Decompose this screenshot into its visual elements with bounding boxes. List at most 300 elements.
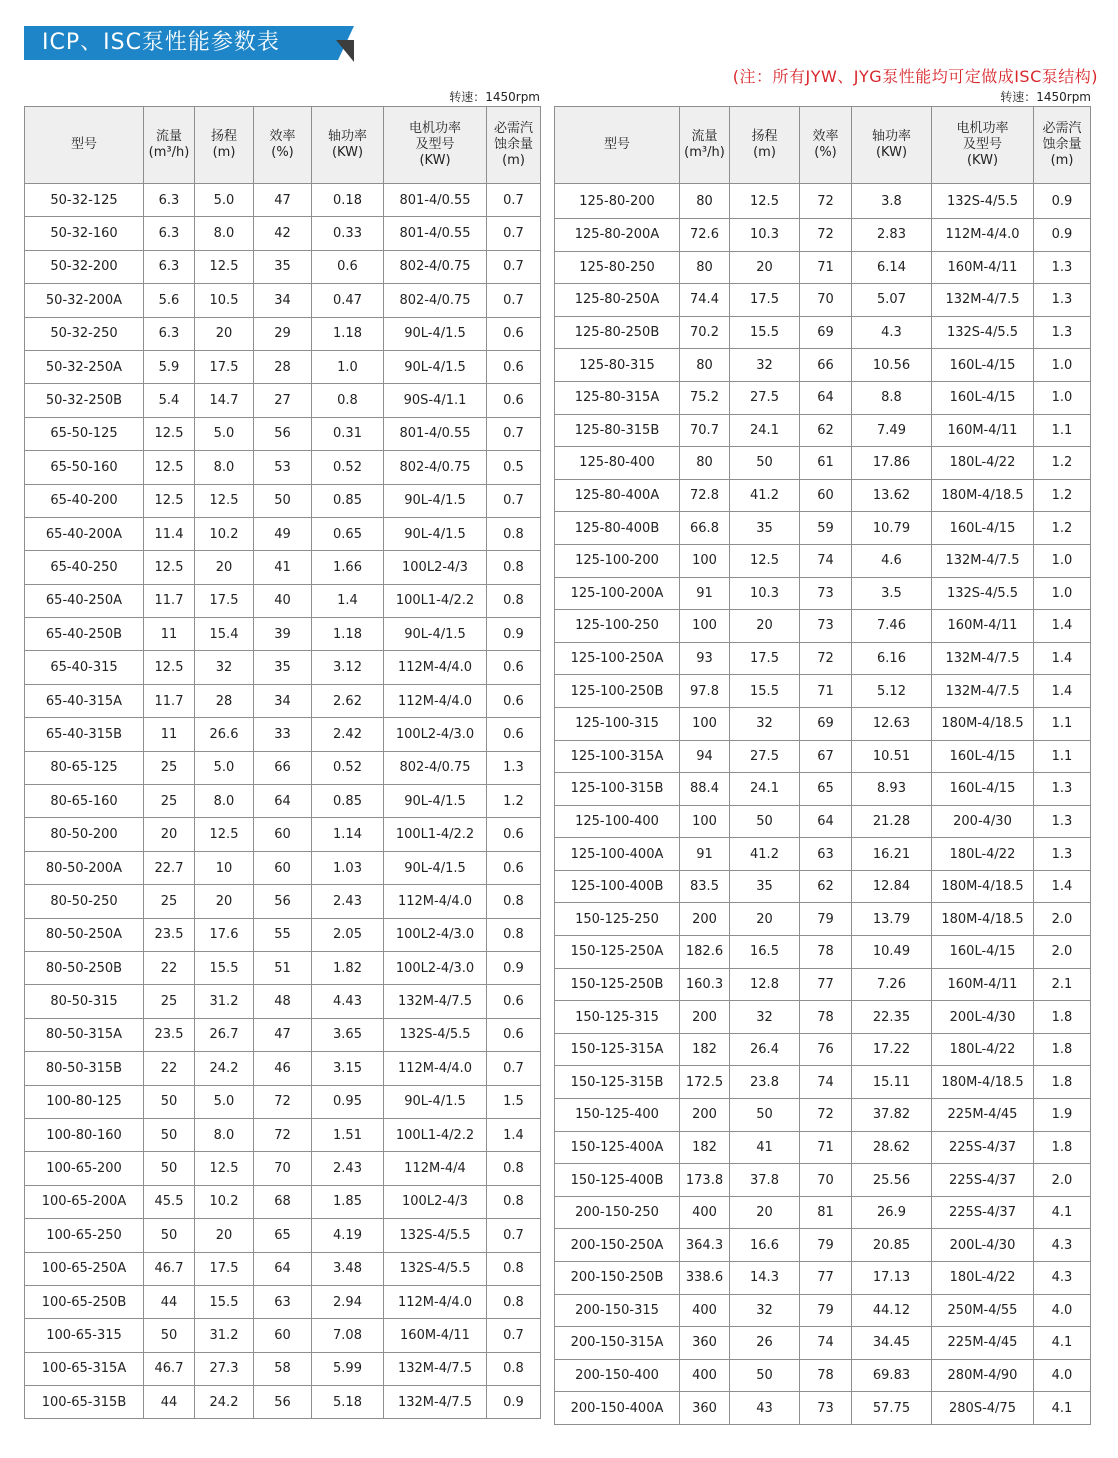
- cell-model: 100-65-200A: [25, 1185, 144, 1218]
- cell-motor: 100L1-4/2.2: [384, 818, 487, 851]
- cell-shaft-power: 57.75: [852, 1392, 932, 1425]
- col-efficiency: 效率 (%): [254, 107, 312, 184]
- cell-shaft-power: 13.62: [852, 479, 932, 512]
- cell-motor: 132M-4/7.5: [932, 675, 1034, 708]
- cell-motor: 90L-4/1.5: [384, 517, 487, 550]
- cell-motor: 160M-4/11: [384, 1319, 487, 1352]
- cell-flow: 160.3: [680, 968, 730, 1001]
- cell-npsh: 0.8: [487, 551, 541, 584]
- cell-motor: 801-4/0.55: [384, 217, 487, 250]
- cell-shaft-power: 69.83: [852, 1359, 932, 1392]
- col-model: 型号: [25, 107, 144, 184]
- cell-efficiency: 34: [254, 684, 312, 717]
- table-row: [25, 1018, 541, 1051]
- cell-efficiency: 56: [254, 885, 312, 918]
- cell-model: 125-80-250: [555, 251, 680, 284]
- cell-npsh: 4.0: [1034, 1359, 1091, 1392]
- table-row: [25, 851, 541, 884]
- cell-head: 5.0: [195, 1085, 254, 1118]
- page-title: ICP、ISC泵性能参数表: [42, 30, 280, 55]
- cell-flow: 12.5: [144, 417, 195, 450]
- cell-efficiency: 63: [254, 1285, 312, 1318]
- cell-efficiency: 72: [254, 1118, 312, 1151]
- cell-shaft-power: 0.31: [312, 417, 384, 450]
- table-row: [25, 651, 541, 684]
- table-row: [555, 903, 1091, 936]
- cell-flow: 93: [680, 642, 730, 675]
- cell-model: 125-80-250B: [555, 316, 680, 349]
- cell-shaft-power: 5.99: [312, 1352, 384, 1385]
- cell-npsh: 0.7: [487, 184, 541, 217]
- cell-motor: 90S-4/1.1: [384, 384, 487, 417]
- cell-shaft-power: 3.48: [312, 1252, 384, 1285]
- cell-shaft-power: 1.4: [312, 584, 384, 617]
- cell-efficiency: 63: [800, 838, 852, 871]
- cell-head: 10.3: [730, 219, 800, 252]
- cell-efficiency: 78: [800, 1001, 852, 1034]
- cell-head: 16.6: [730, 1229, 800, 1262]
- cell-head: 5.0: [195, 184, 254, 217]
- cell-shaft-power: 4.3: [852, 316, 932, 349]
- cell-flow: 44: [144, 1285, 195, 1318]
- cell-efficiency: 58: [254, 1352, 312, 1385]
- cell-motor: 225S-4/37: [932, 1131, 1034, 1164]
- cell-npsh: 0.8: [487, 885, 541, 918]
- cell-flow: 173.8: [680, 1164, 730, 1197]
- cell-flow: 364.3: [680, 1229, 730, 1262]
- cell-efficiency: 59: [800, 512, 852, 545]
- cell-npsh: 1.3: [1034, 805, 1091, 838]
- cell-npsh: 1.3: [487, 751, 541, 784]
- table-row: [555, 610, 1091, 643]
- cell-flow: 46.7: [144, 1252, 195, 1285]
- cell-shaft-power: 2.83: [852, 219, 932, 252]
- cell-shaft-power: 0.85: [312, 484, 384, 517]
- cell-motor: 160L-4/15: [932, 936, 1034, 969]
- cell-motor: 180M-4/18.5: [932, 479, 1034, 512]
- cell-motor: 112M-4/4.0: [384, 684, 487, 717]
- cell-npsh: 0.6: [487, 851, 541, 884]
- cell-efficiency: 71: [800, 675, 852, 708]
- cell-motor: 132S-4/5.5: [932, 577, 1034, 610]
- cell-efficiency: 40: [254, 584, 312, 617]
- table-row: [25, 618, 541, 651]
- cell-model: 125-100-400A: [555, 838, 680, 871]
- col-npsh: 必需汽 蚀余量 (m): [487, 107, 541, 184]
- cell-efficiency: 47: [254, 1018, 312, 1051]
- cell-head: 32: [730, 1294, 800, 1327]
- cell-efficiency: 49: [254, 517, 312, 550]
- cell-npsh: 0.7: [487, 484, 541, 517]
- cell-flow: 100: [680, 610, 730, 643]
- cell-head: 15.4: [195, 618, 254, 651]
- cell-npsh: 1.4: [1034, 642, 1091, 675]
- cell-efficiency: 77: [800, 1262, 852, 1295]
- table-row: [555, 381, 1091, 414]
- table-row: [25, 484, 541, 517]
- cell-model: 100-65-315B: [25, 1386, 144, 1419]
- cell-npsh: 2.0: [1034, 936, 1091, 969]
- cell-head: 12.5: [195, 818, 254, 851]
- cell-model: 125-100-250A: [555, 642, 680, 675]
- cell-head: 12.5: [195, 1152, 254, 1185]
- cell-flow: 11.4: [144, 517, 195, 550]
- cell-flow: 22: [144, 951, 195, 984]
- cell-motor: 90L-4/1.5: [384, 785, 487, 818]
- cell-npsh: 0.8: [487, 1185, 541, 1218]
- cell-model: 50-32-200A: [25, 284, 144, 317]
- cell-efficiency: 56: [254, 1386, 312, 1419]
- cell-shaft-power: 1.82: [312, 951, 384, 984]
- cell-flow: 200: [680, 903, 730, 936]
- cell-npsh: 0.6: [487, 1018, 541, 1051]
- cell-flow: 172.5: [680, 1066, 730, 1099]
- cell-efficiency: 61: [800, 447, 852, 480]
- cell-head: 24.1: [730, 773, 800, 806]
- cell-efficiency: 62: [800, 870, 852, 903]
- table-row: [25, 517, 541, 550]
- cell-shaft-power: 34.45: [852, 1327, 932, 1360]
- cell-model: 80-50-250: [25, 885, 144, 918]
- table-row: [555, 1033, 1091, 1066]
- cell-motor: 132S-4/5.5: [384, 1252, 487, 1285]
- table-row: [555, 479, 1091, 512]
- cell-shaft-power: 6.16: [852, 642, 932, 675]
- cell-flow: 97.8: [680, 675, 730, 708]
- table-row: [555, 1001, 1091, 1034]
- cell-head: 31.2: [195, 985, 254, 1018]
- table-row: [555, 838, 1091, 871]
- table-row: [555, 642, 1091, 675]
- cell-flow: 45.5: [144, 1185, 195, 1218]
- cell-model: 80-50-250A: [25, 918, 144, 951]
- cell-model: 125-100-400: [555, 805, 680, 838]
- cell-head: 20: [730, 251, 800, 284]
- cell-shaft-power: 4.43: [312, 985, 384, 1018]
- table-row: [25, 217, 541, 250]
- cell-npsh: 0.6: [487, 985, 541, 1018]
- cell-motor: 250M-4/55: [932, 1294, 1034, 1327]
- cell-shaft-power: 44.12: [852, 1294, 932, 1327]
- cell-motor: 180L-4/22: [932, 447, 1034, 480]
- cell-npsh: 1.0: [1034, 349, 1091, 382]
- cell-head: 17.5: [195, 584, 254, 617]
- cell-shaft-power: 1.0: [312, 350, 384, 383]
- cell-flow: 360: [680, 1327, 730, 1360]
- cell-head: 17.5: [730, 284, 800, 317]
- cell-model: 125-100-315: [555, 707, 680, 740]
- cell-motor: 112M-4/4.0: [384, 651, 487, 684]
- cell-motor: 132S-4/5.5: [932, 184, 1034, 219]
- table-row: [555, 544, 1091, 577]
- cell-head: 10: [195, 851, 254, 884]
- cell-npsh: 0.7: [487, 1319, 541, 1352]
- table-row: [555, 1262, 1091, 1295]
- cell-head: 16.5: [730, 936, 800, 969]
- cell-efficiency: 64: [254, 785, 312, 818]
- cell-npsh: 1.8: [1034, 1033, 1091, 1066]
- cell-efficiency: 74: [800, 544, 852, 577]
- cell-head: 41: [730, 1131, 800, 1164]
- col-model: 型号: [555, 107, 680, 184]
- cell-shaft-power: 2.05: [312, 918, 384, 951]
- cell-motor: 180L-4/22: [932, 1033, 1034, 1066]
- cell-npsh: 1.8: [1034, 1066, 1091, 1099]
- cell-shaft-power: 7.08: [312, 1319, 384, 1352]
- cell-efficiency: 72: [254, 1085, 312, 1118]
- cell-motor: 90L-4/1.5: [384, 350, 487, 383]
- cell-head: 27.5: [730, 381, 800, 414]
- cell-head: 24.1: [730, 414, 800, 447]
- cell-model: 125-100-315A: [555, 740, 680, 773]
- cell-efficiency: 55: [254, 918, 312, 951]
- table-row: [25, 718, 541, 751]
- table-row: [555, 1294, 1091, 1327]
- cell-head: 20: [195, 1219, 254, 1252]
- cell-npsh: 4.3: [1034, 1229, 1091, 1262]
- cell-head: 14.3: [730, 1262, 800, 1295]
- cell-flow: 83.5: [680, 870, 730, 903]
- cell-motor: 200L-4/30: [932, 1229, 1034, 1262]
- cell-motor: 100L2-4/3.0: [384, 918, 487, 951]
- cell-efficiency: 60: [254, 851, 312, 884]
- cell-shaft-power: 12.84: [852, 870, 932, 903]
- table-row: [555, 675, 1091, 708]
- cell-model: 125-80-200A: [555, 219, 680, 252]
- cell-flow: 5.4: [144, 384, 195, 417]
- cell-flow: 72.8: [680, 479, 730, 512]
- cell-head: 12.8: [730, 968, 800, 1001]
- table-row: [25, 684, 541, 717]
- cell-shaft-power: 1.18: [312, 618, 384, 651]
- table-row: [555, 219, 1091, 252]
- cell-motor: 100L2-4/3: [384, 551, 487, 584]
- cell-motor: 280M-4/90: [932, 1359, 1034, 1392]
- cell-npsh: 1.1: [1034, 414, 1091, 447]
- cell-efficiency: 70: [254, 1152, 312, 1185]
- cell-shaft-power: 4.6: [852, 544, 932, 577]
- cell-motor: 90L-4/1.5: [384, 851, 487, 884]
- cell-efficiency: 28: [254, 350, 312, 383]
- cell-shaft-power: 1.14: [312, 818, 384, 851]
- cell-motor: 90L-4/1.5: [384, 484, 487, 517]
- cell-motor: 112M-4/4: [384, 1152, 487, 1185]
- cell-model: 125-100-250B: [555, 675, 680, 708]
- cell-motor: 160L-4/15: [932, 381, 1034, 414]
- table-row: [25, 951, 541, 984]
- cell-head: 41.2: [730, 479, 800, 512]
- cell-npsh: 0.7: [487, 284, 541, 317]
- cell-shaft-power: 16.21: [852, 838, 932, 871]
- cell-model: 125-80-200: [555, 184, 680, 219]
- cell-model: 65-40-315A: [25, 684, 144, 717]
- performance-table-left: [24, 106, 541, 1419]
- table-row: [555, 251, 1091, 284]
- table-row: [25, 751, 541, 784]
- cell-flow: 94: [680, 740, 730, 773]
- table-row: [555, 577, 1091, 610]
- cell-model: 100-80-125: [25, 1085, 144, 1118]
- table-header-row: [25, 107, 541, 184]
- table-row: [25, 1285, 541, 1318]
- cell-model: 125-80-400A: [555, 479, 680, 512]
- cell-model: 125-80-315B: [555, 414, 680, 447]
- cell-npsh: 1.3: [1034, 251, 1091, 284]
- table-row: [25, 1085, 541, 1118]
- table-body-right: [555, 184, 1091, 1425]
- cell-flow: 182.6: [680, 936, 730, 969]
- cell-model: 50-32-250B: [25, 384, 144, 417]
- speed-label-left: 转速：1450rpm: [449, 90, 540, 104]
- cell-model: 80-50-315A: [25, 1018, 144, 1051]
- cell-model: 100-65-200: [25, 1152, 144, 1185]
- table-row: [25, 417, 541, 450]
- cell-npsh: 0.6: [487, 350, 541, 383]
- table-row: [555, 968, 1091, 1001]
- table-row: [25, 284, 541, 317]
- cell-model: 100-65-315: [25, 1319, 144, 1352]
- table-row: [555, 1359, 1091, 1392]
- cell-npsh: 0.7: [487, 417, 541, 450]
- cell-model: 125-100-250: [555, 610, 680, 643]
- cell-model: 100-65-250: [25, 1219, 144, 1252]
- col-shaft-power: 轴功率 (KW): [852, 107, 932, 184]
- cell-motor: 801-4/0.55: [384, 184, 487, 217]
- cell-npsh: 1.0: [1034, 381, 1091, 414]
- cell-npsh: 4.1: [1034, 1327, 1091, 1360]
- cell-head: 26.6: [195, 718, 254, 751]
- cell-npsh: 0.8: [487, 1252, 541, 1285]
- cell-npsh: 0.8: [487, 584, 541, 617]
- cell-npsh: 1.1: [1034, 707, 1091, 740]
- cell-model: 200-150-250: [555, 1196, 680, 1229]
- cell-motor: 160M-4/11: [932, 414, 1034, 447]
- cell-flow: 100: [680, 707, 730, 740]
- cell-head: 28: [195, 684, 254, 717]
- cell-flow: 70.7: [680, 414, 730, 447]
- table-row: [555, 512, 1091, 545]
- cell-head: 26.4: [730, 1033, 800, 1066]
- table-row: [25, 785, 541, 818]
- cell-shaft-power: 26.9: [852, 1196, 932, 1229]
- cell-npsh: 1.2: [1034, 447, 1091, 480]
- cell-efficiency: 60: [800, 479, 852, 512]
- cell-model: 100-80-160: [25, 1118, 144, 1151]
- cell-flow: 5.9: [144, 350, 195, 383]
- cell-head: 43: [730, 1392, 800, 1425]
- col-head: 扬程 (m): [195, 107, 254, 184]
- cell-shaft-power: 5.07: [852, 284, 932, 317]
- table-row: [555, 1164, 1091, 1197]
- cell-npsh: 0.7: [487, 217, 541, 250]
- cell-npsh: 0.8: [487, 918, 541, 951]
- cell-npsh: 0.6: [487, 718, 541, 751]
- table-header-row: [555, 107, 1091, 184]
- cell-head: 50: [730, 447, 800, 480]
- table-row: [25, 1052, 541, 1085]
- cell-shaft-power: 3.65: [312, 1018, 384, 1051]
- cell-flow: 6.3: [144, 217, 195, 250]
- cell-motor: 132S-4/5.5: [932, 316, 1034, 349]
- cell-motor: 100L2-4/3.0: [384, 951, 487, 984]
- table-row: [25, 317, 541, 350]
- cell-flow: 12.5: [144, 484, 195, 517]
- table-row: [555, 1196, 1091, 1229]
- cell-model: 200-150-250B: [555, 1262, 680, 1295]
- cell-shaft-power: 3.8: [852, 184, 932, 219]
- cell-npsh: 0.7: [487, 1219, 541, 1252]
- cell-motor: 112M-4/4.0: [384, 1285, 487, 1318]
- cell-shaft-power: 20.85: [852, 1229, 932, 1262]
- cell-efficiency: 60: [254, 818, 312, 851]
- cell-npsh: 1.4: [1034, 870, 1091, 903]
- cell-head: 17.5: [195, 1252, 254, 1285]
- cell-model: 100-65-250B: [25, 1285, 144, 1318]
- cell-model: 200-150-315: [555, 1294, 680, 1327]
- cell-efficiency: 65: [254, 1219, 312, 1252]
- cell-shaft-power: 2.42: [312, 718, 384, 751]
- cell-efficiency: 64: [800, 805, 852, 838]
- cell-efficiency: 50: [254, 484, 312, 517]
- cell-flow: 25: [144, 985, 195, 1018]
- cell-head: 12.5: [730, 184, 800, 219]
- cell-model: 80-50-250B: [25, 951, 144, 984]
- col-head: 扬程 (m): [730, 107, 800, 184]
- cell-flow: 11: [144, 718, 195, 751]
- cell-head: 17.5: [730, 642, 800, 675]
- cell-head: 17.5: [195, 350, 254, 383]
- cell-head: 20: [195, 885, 254, 918]
- cell-motor: 132M-4/7.5: [384, 985, 487, 1018]
- cell-head: 50: [730, 1359, 800, 1392]
- cell-efficiency: 34: [254, 284, 312, 317]
- cell-npsh: 0.9: [487, 1386, 541, 1419]
- cell-head: 5.0: [195, 751, 254, 784]
- cell-head: 35: [730, 870, 800, 903]
- table-row: [25, 384, 541, 417]
- table-row: [25, 918, 541, 951]
- cell-efficiency: 68: [254, 1185, 312, 1218]
- cell-shaft-power: 28.62: [852, 1131, 932, 1164]
- cell-head: 27.3: [195, 1352, 254, 1385]
- cell-flow: 12.5: [144, 651, 195, 684]
- cell-npsh: 0.6: [487, 818, 541, 851]
- cell-efficiency: 42: [254, 217, 312, 250]
- cell-motor: 180L-4/22: [932, 838, 1034, 871]
- cell-shaft-power: 25.56: [852, 1164, 932, 1197]
- cell-head: 20: [730, 1196, 800, 1229]
- cell-head: 8.0: [195, 1118, 254, 1151]
- cell-model: 65-40-250: [25, 551, 144, 584]
- cell-motor: 160L-4/15: [932, 773, 1034, 806]
- cell-motor: 802-4/0.75: [384, 250, 487, 283]
- title-banner: [24, 26, 338, 60]
- table-row: [25, 1219, 541, 1252]
- cell-flow: 25: [144, 751, 195, 784]
- cell-flow: 80: [680, 251, 730, 284]
- cell-shaft-power: 2.94: [312, 1285, 384, 1318]
- cell-motor: 90L-4/1.5: [384, 1085, 487, 1118]
- cell-motor: 132S-4/5.5: [384, 1018, 487, 1051]
- cell-head: 35: [730, 512, 800, 545]
- cell-motor: 225S-4/37: [932, 1164, 1034, 1197]
- cell-head: 15.5: [195, 951, 254, 984]
- cell-flow: 80: [680, 447, 730, 480]
- cell-flow: 80: [680, 184, 730, 219]
- cell-model: 50-32-250A: [25, 350, 144, 383]
- cell-npsh: 1.4: [487, 1118, 541, 1151]
- col-flow: 流量 (m³/h): [144, 107, 195, 184]
